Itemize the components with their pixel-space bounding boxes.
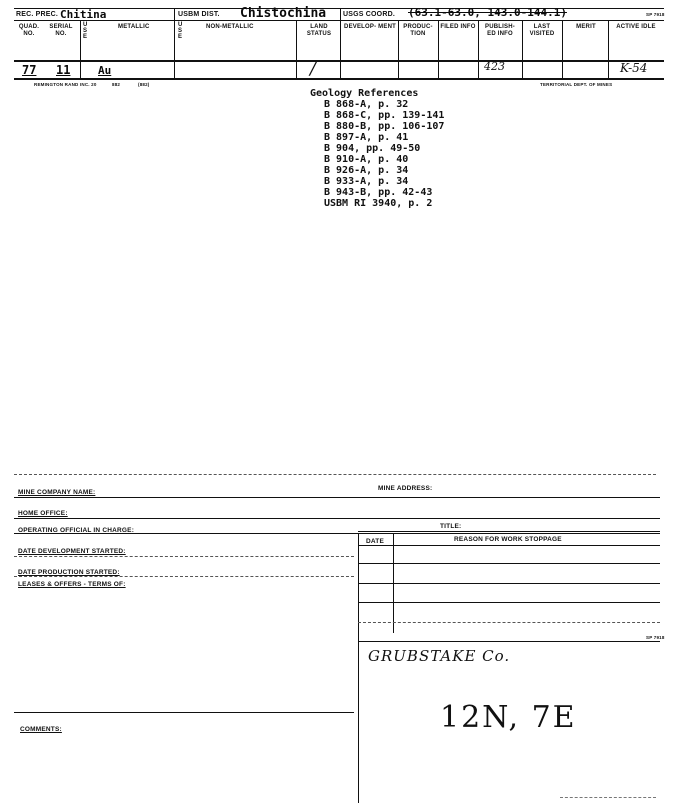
bottom-mark xyxy=(560,797,656,798)
col-sep-last xyxy=(522,20,523,78)
serial-no-header: SERIAL NO. xyxy=(49,24,73,37)
row-divider xyxy=(14,60,664,62)
last-visited-header: LAST VISITED xyxy=(529,24,555,37)
comments-label: COMMENTS: xyxy=(20,726,62,733)
official-line xyxy=(14,533,660,534)
references-title: Geology References xyxy=(310,88,419,99)
usbm-dist-value: Chistochina xyxy=(240,6,327,21)
quad-value: 77 xyxy=(22,63,37,77)
metallic-header: METALLIC xyxy=(118,24,150,30)
col-sep-use xyxy=(80,20,81,78)
serial-value: 11 xyxy=(56,63,71,77)
reference-item: B 926-A, p. 34 xyxy=(324,165,409,176)
published-info-header: PUBLISH- ED INFO xyxy=(485,24,515,37)
filed-info-header: FILED INFO xyxy=(440,24,476,30)
date-development-label: DATE DEVELOPMENT STARTED: xyxy=(18,548,126,555)
handwritten-company: GRUBSTAKE Co. xyxy=(368,647,511,665)
col-sep-land xyxy=(296,20,297,78)
reference-item: USBM RI 3940, p. 2 xyxy=(324,198,433,209)
leases-label: LEASES & OFFERS - TERMS OF: xyxy=(18,581,126,588)
non-metallic-header: NON-METALLIC xyxy=(206,24,254,30)
col-sep-pub xyxy=(478,20,479,78)
stoppage-row-5 xyxy=(358,641,660,642)
row-bottom xyxy=(14,78,664,80)
stoppage-row-3 xyxy=(358,602,660,603)
use-letters-metallic: U S E xyxy=(83,22,88,40)
rec-prec-label: REC. PREC. xyxy=(16,11,59,18)
reason-header: REASON FOR WORK STOPPAGE xyxy=(454,536,562,543)
reference-item: B 910-A, p. 40 xyxy=(324,154,409,165)
usgs-coord-value: (63.1-63.0, 143.0-144.1) xyxy=(408,6,567,19)
usbm-dist-label: USBM DIST. xyxy=(178,11,220,18)
production-header: PRODUC- TION xyxy=(403,24,433,37)
stoppage-table-left xyxy=(358,533,359,803)
reference-item: B 868-A, p. 32 xyxy=(324,99,409,110)
operating-official-label: OPERATING OFFICIAL IN CHARGE: xyxy=(18,527,135,534)
fold-line xyxy=(14,474,656,475)
reference-item: B 868-C, pp. 139-141 xyxy=(324,110,445,121)
printer-label: REMINGTON RAND INC. 20 xyxy=(34,82,97,87)
title-label: TITLE: xyxy=(440,523,462,530)
col-sep-2 xyxy=(340,8,341,78)
printer-code: 882 xyxy=(112,82,121,87)
col-sep-filed xyxy=(438,20,439,78)
header-divider xyxy=(14,20,664,21)
title-line xyxy=(358,531,660,532)
col-sep-1 xyxy=(174,8,175,78)
stoppage-row-2 xyxy=(358,583,660,584)
reference-item: B 880-B, pp. 106-107 xyxy=(324,121,445,132)
stoppage-row-1 xyxy=(358,563,660,564)
col-sep-active xyxy=(608,20,609,78)
published-info-value: 423 xyxy=(484,60,505,73)
company-line xyxy=(14,497,660,498)
reference-item: B 933-A, p. 34 xyxy=(324,176,409,187)
quad-no-header: QUAD. NO. xyxy=(18,24,40,37)
development-line xyxy=(14,556,354,557)
use-letters-nonmetallic: U S E xyxy=(178,22,183,40)
reference-item: B 943-B, pp. 42-43 xyxy=(324,187,433,198)
comments-top-line xyxy=(14,712,354,713)
stoppage-row-4 xyxy=(358,622,660,623)
metallic-value: Au xyxy=(98,64,112,77)
reference-item: B 904, pp. 49-50 xyxy=(324,143,421,154)
geology-references xyxy=(310,88,444,209)
printer-code-2: (882) xyxy=(138,82,150,87)
merit-header: MERIT xyxy=(576,24,596,30)
mine-company-name-label: MINE COMPANY NAME: xyxy=(18,489,96,496)
production-line xyxy=(14,576,354,577)
date-header: DATE xyxy=(366,538,385,545)
form-number-bottom: SP 7918 xyxy=(646,635,665,640)
rec-prec-value: Chitina xyxy=(60,8,107,21)
col-sep-prod xyxy=(398,20,399,78)
active-idle-header: ACTIVE IDLE xyxy=(616,24,656,30)
form-number-top: SP 7918 xyxy=(646,12,665,17)
development-header: DEVELOP- MENT xyxy=(344,24,396,30)
stoppage-header-line xyxy=(358,545,660,546)
agency-label: TERRITORIAL DEPT. OF MINES xyxy=(540,82,613,87)
mine-address-label: MINE ADDRESS: xyxy=(378,485,433,492)
col-sep-merit xyxy=(562,20,563,78)
home-office-line xyxy=(14,518,660,519)
reference-item: B 897-A, p. 41 xyxy=(324,132,409,143)
land-status-value: / xyxy=(310,58,317,79)
home-office-label: HOME OFFICE: xyxy=(18,510,68,517)
date-production-label: DATE PRODUCTION STARTED: xyxy=(18,569,120,576)
land-status-header: LAND STATUS xyxy=(306,24,332,37)
active-idle-value: K-54 xyxy=(620,61,648,75)
handwritten-location: 12N, 7E xyxy=(440,700,577,735)
usgs-coord-label: USGS COORD. xyxy=(343,11,395,18)
